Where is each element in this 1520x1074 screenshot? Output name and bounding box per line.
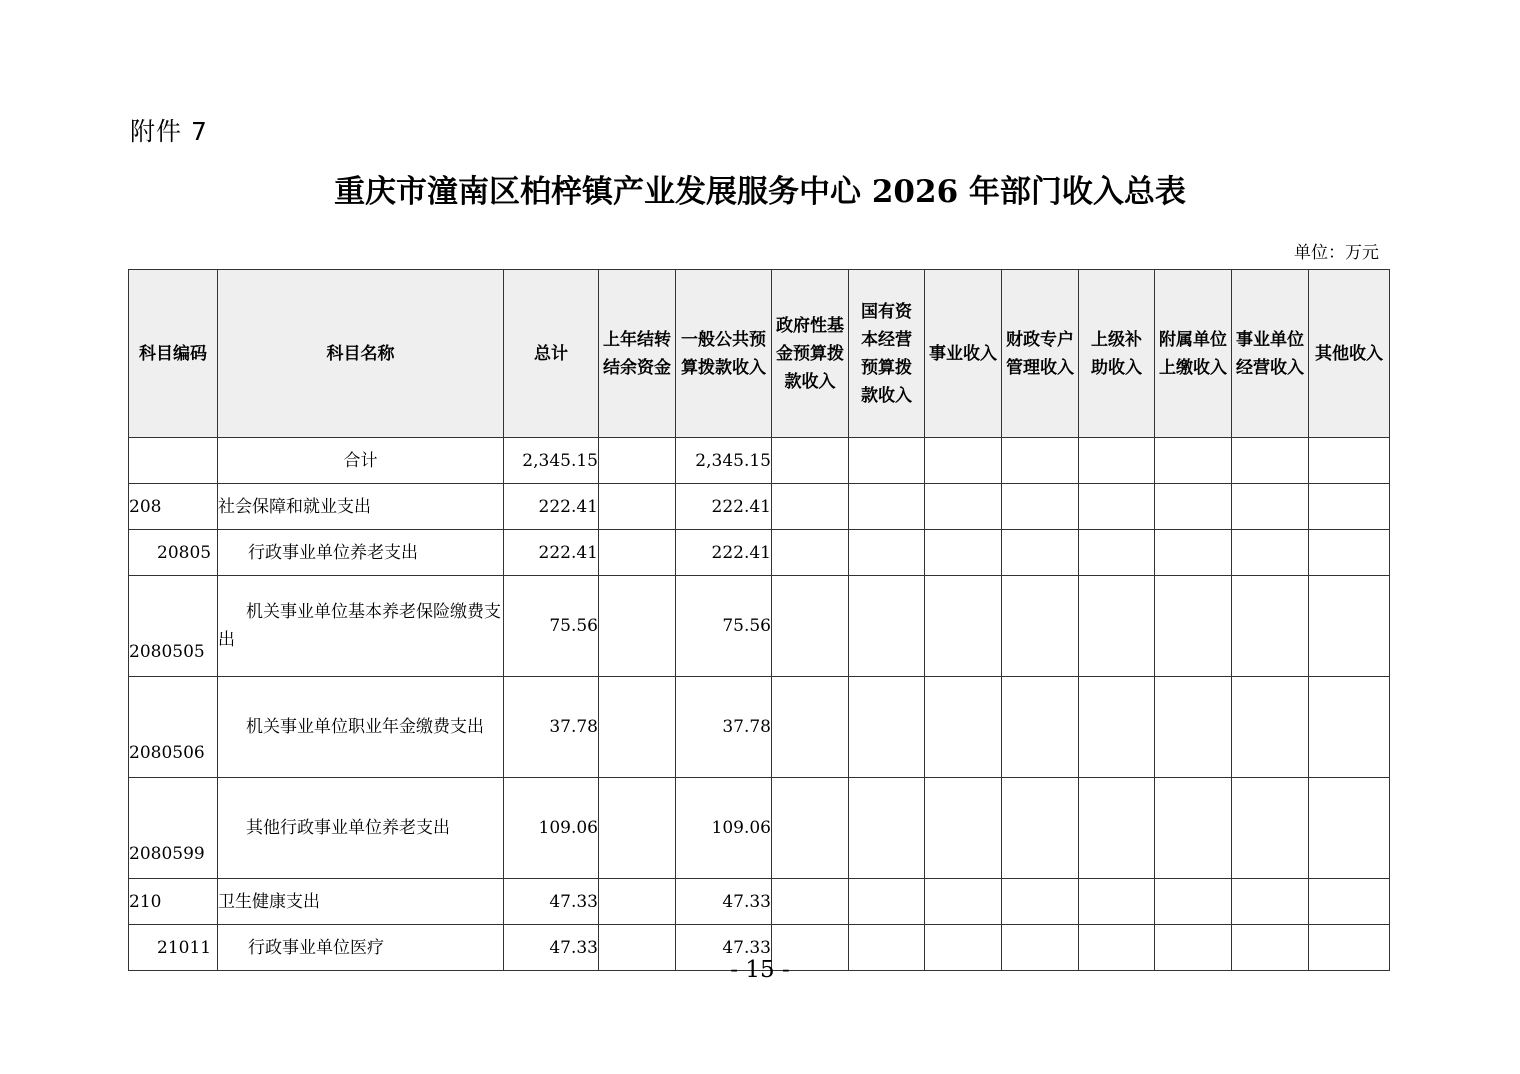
cell-total: 75.56: [504, 576, 599, 677]
cell-empty: [1002, 484, 1079, 530]
header-state-capital: 国有资本经营预算拨款收入: [849, 270, 925, 438]
cell-empty: [925, 484, 1002, 530]
cell-code: 20805: [129, 530, 218, 576]
header-affiliated-units: 附属单位上缴收入: [1155, 270, 1232, 438]
cell-empty: [772, 530, 849, 576]
cell-general-budget: 222.41: [676, 484, 772, 530]
table-row: [129, 677, 1390, 778]
cell-code: 2080506: [129, 677, 218, 778]
cell-general-budget: 222.41: [676, 530, 772, 576]
cell-empty: [1309, 677, 1390, 778]
header-other-income: 其他收入: [1309, 270, 1390, 438]
cell-empty: [1002, 576, 1079, 677]
cell-general-budget: 75.56: [676, 576, 772, 677]
cell-empty: [1155, 484, 1232, 530]
cell-empty: [1155, 879, 1232, 925]
cell-empty: [1155, 438, 1232, 484]
cell-empty: [1155, 530, 1232, 576]
header-total: 总计: [504, 270, 599, 438]
cell-empty: [1232, 484, 1309, 530]
cell-total: 37.78: [504, 677, 599, 778]
cell-empty: [925, 438, 1002, 484]
cell-empty: [1155, 778, 1232, 879]
cell-empty: [772, 778, 849, 879]
unit-label: 单位：万元: [1294, 243, 1379, 263]
cell-empty: [772, 484, 849, 530]
cell-general-budget: 37.78: [676, 677, 772, 778]
cell-empty: [925, 879, 1002, 925]
document-title: 重庆市潼南区柏梓镇产业发展服务中心 2026 年部门收入总表: [334, 174, 1186, 210]
cell-empty: [1079, 778, 1155, 879]
cell-empty: [1002, 879, 1079, 925]
income-summary-table: [128, 269, 1390, 971]
cell-empty: [1079, 530, 1155, 576]
cell-empty: [849, 778, 925, 879]
cell-carryover: [599, 879, 676, 925]
cell-carryover: [599, 778, 676, 879]
cell-total: 222.41: [504, 530, 599, 576]
cell-empty: [1155, 576, 1232, 677]
cell-empty: [1079, 438, 1155, 484]
table-row: [129, 576, 1390, 677]
cell-empty: [925, 530, 1002, 576]
cell-empty: [1309, 576, 1390, 677]
cell-empty: [1002, 677, 1079, 778]
cell-total: 47.33: [504, 879, 599, 925]
cell-carryover: [599, 484, 676, 530]
table-row-total: [129, 438, 1390, 484]
cell-empty: [849, 438, 925, 484]
cell-empty: [1309, 438, 1390, 484]
header-subject-code: 科目编码: [129, 270, 218, 438]
cell-general-budget: 2,345.15: [676, 438, 772, 484]
header-general-budget: 一般公共预算拨款收入: [676, 270, 772, 438]
cell-empty: [849, 677, 925, 778]
cell-name: 合计: [218, 438, 504, 484]
cell-general-budget: 47.33: [676, 925, 772, 971]
cell-code: [129, 438, 218, 484]
cell-general-budget: 109.06: [676, 778, 772, 879]
cell-empty: [849, 879, 925, 925]
header-superior-subsidy: 上级补助收入: [1079, 270, 1155, 438]
cell-name: 社会保障和就业支出: [218, 484, 504, 530]
cell-code: 2080505: [129, 576, 218, 677]
cell-total: 47.33: [504, 925, 599, 971]
cell-code: 210: [129, 879, 218, 925]
cell-empty: [1079, 677, 1155, 778]
cell-empty: [772, 438, 849, 484]
cell-empty: [1079, 484, 1155, 530]
cell-empty: [1079, 879, 1155, 925]
header-business-operation: 事业单位经营收入: [1232, 270, 1309, 438]
cell-empty: [925, 778, 1002, 879]
header-gov-fund: 政府性基金预算拨款收入: [772, 270, 849, 438]
cell-carryover: [599, 677, 676, 778]
cell-empty: [1002, 530, 1079, 576]
cell-empty: [1232, 576, 1309, 677]
cell-empty: [1232, 879, 1309, 925]
table-header-row: [129, 270, 1390, 438]
table-row: [129, 530, 1390, 576]
cell-name: 其他行政事业单位养老支出: [218, 778, 504, 879]
cell-empty: [1309, 778, 1390, 879]
header-subject-name: 科目名称: [218, 270, 504, 438]
cell-carryover: [599, 576, 676, 677]
cell-name: 行政事业单位医疗: [218, 925, 504, 971]
cell-total: 2,345.15: [504, 438, 599, 484]
cell-carryover: [599, 438, 676, 484]
cell-code: 2080599: [129, 778, 218, 879]
cell-empty: [1232, 438, 1309, 484]
cell-empty: [772, 576, 849, 677]
header-carryover: 上年结转结余资金: [599, 270, 676, 438]
cell-empty: [1309, 879, 1390, 925]
cell-empty: [925, 576, 1002, 677]
cell-empty: [1002, 438, 1079, 484]
cell-name: 行政事业单位养老支出: [218, 530, 504, 576]
cell-empty: [772, 677, 849, 778]
cell-empty: [1079, 576, 1155, 677]
cell-code: 21011: [129, 925, 218, 971]
table-row: [129, 484, 1390, 530]
header-business-income: 事业收入: [925, 270, 1002, 438]
cell-empty: [1309, 530, 1390, 576]
cell-empty: [1155, 677, 1232, 778]
cell-general-budget: 47.33: [676, 879, 772, 925]
header-special-account: 财政专户管理收入: [1002, 270, 1079, 438]
cell-total: 222.41: [504, 484, 599, 530]
cell-carryover: [599, 530, 676, 576]
cell-code: 208: [129, 484, 218, 530]
cell-empty: [925, 677, 1002, 778]
cell-name: 机关事业单位基本养老保险缴费支出: [218, 576, 504, 677]
attachment-label: 附件 7: [130, 117, 208, 146]
cell-empty: [849, 530, 925, 576]
page-number: - 15 -: [730, 957, 790, 983]
cell-empty: [1309, 484, 1390, 530]
cell-empty: [1002, 778, 1079, 879]
cell-empty: [1232, 778, 1309, 879]
table-row: [129, 778, 1390, 879]
cell-name: 机关事业单位职业年金缴费支出: [218, 677, 504, 778]
cell-name: 卫生健康支出: [218, 879, 504, 925]
cell-empty: [772, 879, 849, 925]
cell-empty: [849, 484, 925, 530]
table-row: [129, 879, 1390, 925]
cell-total: 109.06: [504, 778, 599, 879]
cell-empty: [1232, 677, 1309, 778]
cell-empty: [849, 576, 925, 677]
cell-empty: [1232, 530, 1309, 576]
